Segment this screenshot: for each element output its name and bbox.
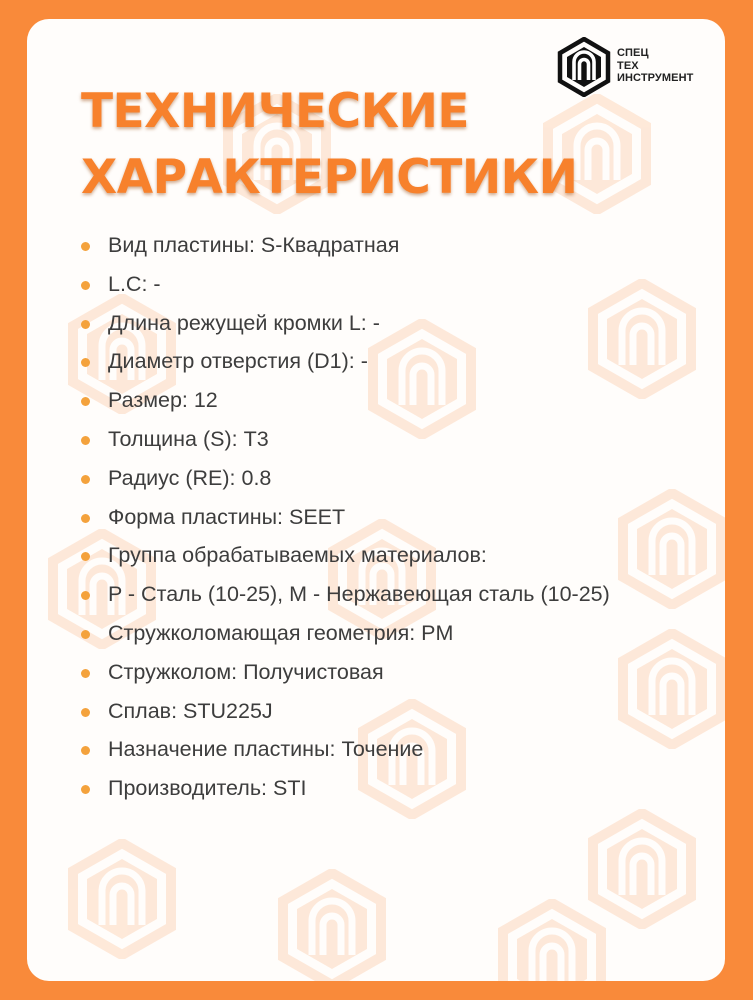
page-title-line: ТЕХНИЧЕСКИЕ <box>81 84 470 139</box>
watermark-logo-icon <box>497 899 607 981</box>
spec-item <box>81 342 610 381</box>
bullet-icon <box>81 436 90 445</box>
spec-item <box>81 614 610 653</box>
spec-text: Производитель: STI <box>108 776 307 801</box>
bullet-icon <box>81 746 90 755</box>
spec-text: Длина режущей кромки L: - <box>108 310 380 335</box>
bullet-icon <box>81 320 90 329</box>
bullet-icon <box>81 552 90 561</box>
bullet-icon <box>81 358 90 367</box>
page-title-line: ХАРАКТЕРИСТИКИ <box>81 150 578 205</box>
spec-item <box>81 653 610 692</box>
spec-text: Радиус (RE): 0.8 <box>108 465 272 490</box>
spec-item <box>81 498 610 537</box>
spec-text: Форма пластины: SEET <box>108 504 346 529</box>
spec-text: Стружколомающая геометрия: PM <box>108 620 454 645</box>
spec-text: Сплав: STU225J <box>108 698 273 723</box>
spec-text: Диаметр отверстия (D1): - <box>108 349 368 374</box>
spec-list <box>81 226 610 808</box>
brand-name-line: ИНСТРУМЕНТ <box>617 72 694 84</box>
spec-item <box>81 265 610 304</box>
spec-text: P - Сталь (10-25), M - Нержавеющая сталь (10-25) <box>108 582 610 607</box>
bullet-icon <box>81 281 90 290</box>
spec-item <box>81 420 610 459</box>
bullet-icon <box>81 591 90 600</box>
brand-logo <box>557 37 707 97</box>
spec-item <box>81 381 610 420</box>
watermark-logo-icon <box>277 869 387 981</box>
spec-text: Вид пластины: S-Квадратная <box>108 233 400 257</box>
spec-item <box>81 304 610 343</box>
spec-item <box>81 536 610 575</box>
watermark-logo-icon <box>617 629 725 749</box>
bullet-icon <box>81 669 90 678</box>
spec-text: Стружколом: Получистовая <box>108 659 384 684</box>
brand-name-line: СПЕЦ <box>617 47 649 59</box>
spec-item <box>81 692 610 731</box>
bullet-icon <box>81 630 90 639</box>
bullet-icon <box>81 475 90 484</box>
bullet-icon <box>81 785 90 794</box>
bullet-icon <box>81 708 90 717</box>
bullet-icon <box>81 242 90 251</box>
spec-item <box>81 730 610 769</box>
watermark-logo-icon <box>617 489 725 609</box>
spec-text: Группа обрабатываемых материалов: <box>108 543 487 568</box>
spec-item <box>81 226 610 265</box>
page-title <box>81 79 577 211</box>
spec-item <box>81 459 610 498</box>
watermark-logo-icon <box>67 839 177 959</box>
brand-name <box>617 47 693 85</box>
spec-text: Назначение пластины: Точение <box>108 737 424 762</box>
spec-card <box>27 19 725 981</box>
brand-name-line: ТЕХ <box>617 59 639 72</box>
watermark-logo-icon <box>587 809 697 929</box>
bullet-icon <box>81 397 90 406</box>
spec-text: L.C: - <box>108 271 161 296</box>
spec-item <box>81 769 610 808</box>
spec-text: Размер: 12 <box>108 388 218 413</box>
bullet-icon <box>81 514 90 523</box>
spec-text: Толщина (S): T3 <box>108 426 269 451</box>
spec-item <box>81 575 610 614</box>
